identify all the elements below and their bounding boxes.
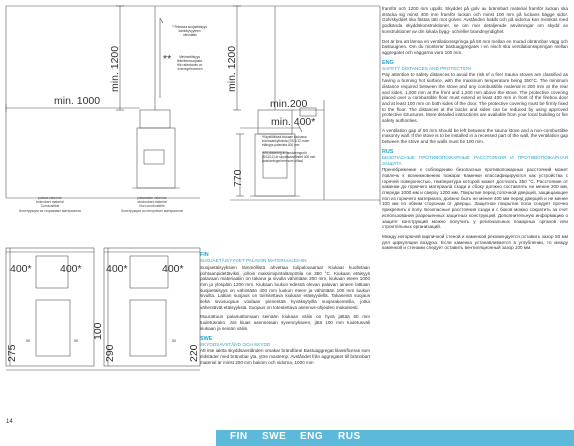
paragraph-swe-vent: Det är bra att lämna en ventilationsspringa på 50 mm mellan en murad obrännbar vägg och bastuugnen. Om du monterar bastuaggregatet i en nisch ska ventilationsspringan mellan aggregatet och väggarna vara 100 mm. [382, 38, 568, 55]
lang-label-rus: RUS [382, 148, 394, 155]
note-connection: *Käyttöliikkeä kiukaan luukussa kuumaankytkoista (SS 1/12 ovien etäisyys palavista 400 mm *Vid placering av anslutningsrör (SS1/12) är skyddsavståndet 400 mm (anslutningsrören som ofitas) [262, 135, 316, 163]
nav-eng[interactable]: ENG [300, 431, 324, 442]
dim-290: 290 [104, 344, 116, 362]
dim-min1200-right: min. 1200 [226, 45, 238, 92]
dim-220: 220 [188, 344, 200, 362]
dim-400-a: 400* [10, 263, 32, 275]
nav-fin[interactable]: FIN [230, 431, 248, 442]
language-bar [216, 430, 574, 446]
top-drawing-labels [54, 25, 316, 187]
dim-double-star: ** [163, 53, 172, 65]
dim-min1200-left: min. 1200 [109, 45, 121, 92]
heading-fin: SUOJAETÄISYYDET PALAVIIN MATERIAALEIHIN [200, 258, 307, 264]
paragraph-fin-1: Suojaetäisyyksien lämmöllistä ahvettaa tulipalovaaraa! Kiukaat kuolletaan pohtaanpidettäviksi, jolloin maksimipintalämpötila on 350 °C. Kiukaan etäisyys palavaan materiaaliin on takana ja sivulla vähintään 200 mm, kiukaan eteen 1000 mm ja ylöspäin 1200 mm. Kiukaan luukun edessä olevan palavan aineen lattiaan suojaetäisyys on vähintään 400 mm luukun eteen ja vähintään 100 mm luukun sivuilta. Lattian suojaus on toimitettava kiukaan etäisyydellä. Takaseinä suojaus sekä sivusuojaus voidaan pienentää hyväksytyillä suojarakenteilla, jotka vähentävät etäisyyksiä. Suojaus on toteutettava asennus-ohjeiden mukaisesti. [200, 264, 370, 310]
note-minimum: Minimietäisyys teknikerosuojasta Hiir rallenkanin ov överregetrummen [176, 55, 203, 71]
heading-eng: SAFETY DISTANCES AND PROTECTION [382, 65, 471, 71]
paragraph-rus-1: Пренебрежение к соблюдению безопасных противопожарных расстояний может повлечь к возникновению пожара! Каменки классифицируются как устройства с горячей поверхностью, температура которой может достигать 350 °С. Расстояние от каменки до горючего материала сзади и сбоку должно составлять не менее 200 мм, спереди 1000 мм и сверху 1200 мм. Покрытие перед топочной дверцей, защищающее пол из горючего материала, должно быть не менее 400 мм перед дверцей и не менее 100 мм по обеим сторонам от дверцы. Защитное покрытие пола следует прочно прикрепить к полу. Безопасные расстояния сзади и с боков можно сократить за счет использования разрешенных защитных конструкций. Дополнительную информацию о защите конструкций можно получить у региональных пожарных органов или строительных организаций. [382, 167, 568, 230]
dim-400-b: 400* [60, 263, 82, 275]
bottom-drawing-labels [6, 263, 200, 362]
heading-rus: БЕЗОПАСНЫЕ ПРОТИВОПОЖАРНЫЕ РАССТОЯНИЯ И ПРОТИВОПОЖАРНАЯ ЗАЩИТА [382, 155, 568, 166]
dim-50-c: 50 [172, 339, 176, 343]
dim-min200: min.200 [270, 98, 308, 110]
dim-100: 100 [92, 322, 104, 340]
paragraph-swe-cont: framför och 1200 mm uppåt. Skyddet på golv av brännbart material framför luckan ska sträcka sig minst 400 mm framför luckan och minst 100 mm på luckans bägge sidor. Golvskyddet ska fästas tätt mot golvet. Avstånden bakåt och på sidorna kan minskas med godkända skyddskonstruktioner, se om mer detaljerade anvisningar om skydd av konstruktioner av din lokala bygg- och/eller brandmyndighet. [382, 6, 568, 34]
caption-non-combustible: palamaton rakenne obrännbart material Non-combustible Конструкции из негорючих материалов [121, 196, 183, 213]
nav-swe[interactable]: SWE [262, 431, 287, 442]
lang-label-fin: FIN [200, 252, 209, 258]
text-column-middle [200, 250, 370, 428]
note-technical: **Tekniska suojaetäisyys kantokyvyyteen vähintään [172, 25, 208, 37]
caption-combustible: palava rakenne brännbart material Combustible Конструкции из сгораемых материалов [19, 196, 81, 213]
paragraph-fin-2: Muurattuun palamattomaan seinään kiukaan väliin on hyvä jättää 50 mm tuuletusrako. Jos kiuas asennetaan syvennykseen, jätä 100 mm tuuletusväli kiukaan ja seinän väliin. [200, 314, 370, 331]
paragraph-rus-2: Между негорючей кирпичной стеной и каменкой рекомендуется оставить зазор 50 мм для циркуляции воздуха. Если каменка устанавливается в углублении, то между каменкой и стенами следует оставить вентиляционный зазор 100 мм. [382, 233, 568, 251]
heading-swe: SKYDDSAVSTÅND OCH SKYDD [200, 341, 271, 347]
dim-50-b: 50 [74, 339, 78, 343]
dim-50-a: 50 [26, 339, 30, 343]
dim-770: 770 [232, 169, 244, 187]
text-column-right [382, 6, 568, 426]
dim-min1000: min. 1000 [54, 95, 101, 107]
paragraph-eng-2: A ventilation gap of 50 mm should be left between the sauna stove and a non-combustible masonry wall. If the stove is to be installed in a recessed part of the wall, the ventilation gap between the stove and the walls must be 100 mm. [382, 127, 568, 145]
dim-400-c: 400* [106, 263, 128, 275]
nav-rus[interactable]: RUS [338, 431, 361, 442]
dim-400-d: 400* [162, 263, 184, 275]
lang-label-swe: SWE [200, 335, 213, 342]
paragraph-eng-1: Pay attention to safety distances to avoid the risk of a fire! Sauna stoves are classified as having a burning hot surface, with the maximum temperature being 350°C. The minimum distance required between the stove and any combustible material is 200 mm at the rear and sides, 1,000 mm at the front and 1,200 mm above the stove. The protective covering placed over a combustible floor must extend at least 400 mm in front of the firebox door and at least 100 mm on both sides of the door. The protective covering must be firmly fixed to the floor. The distances at the backs and sides can be reduced by using approved protective structures. More detailed instructions are available from your local building or fire safety authorities. [382, 72, 568, 124]
dim-min400: min. 400* [271, 116, 316, 128]
page-number: 14 [6, 419, 13, 425]
dim-275: 275 [6, 344, 18, 362]
paragraph-swe-1: Att inte iaktta skyddsavstånden orsakar brandfara! Bastuaggregat klassificeras som eldstäder med brännbar yta, yttre maxtemp. Avståndet från aggregatet till brännbart material är minst 200 mm bakom och sidorna, 1000 mm [200, 348, 370, 365]
lang-label-eng: ENG [382, 59, 394, 66]
